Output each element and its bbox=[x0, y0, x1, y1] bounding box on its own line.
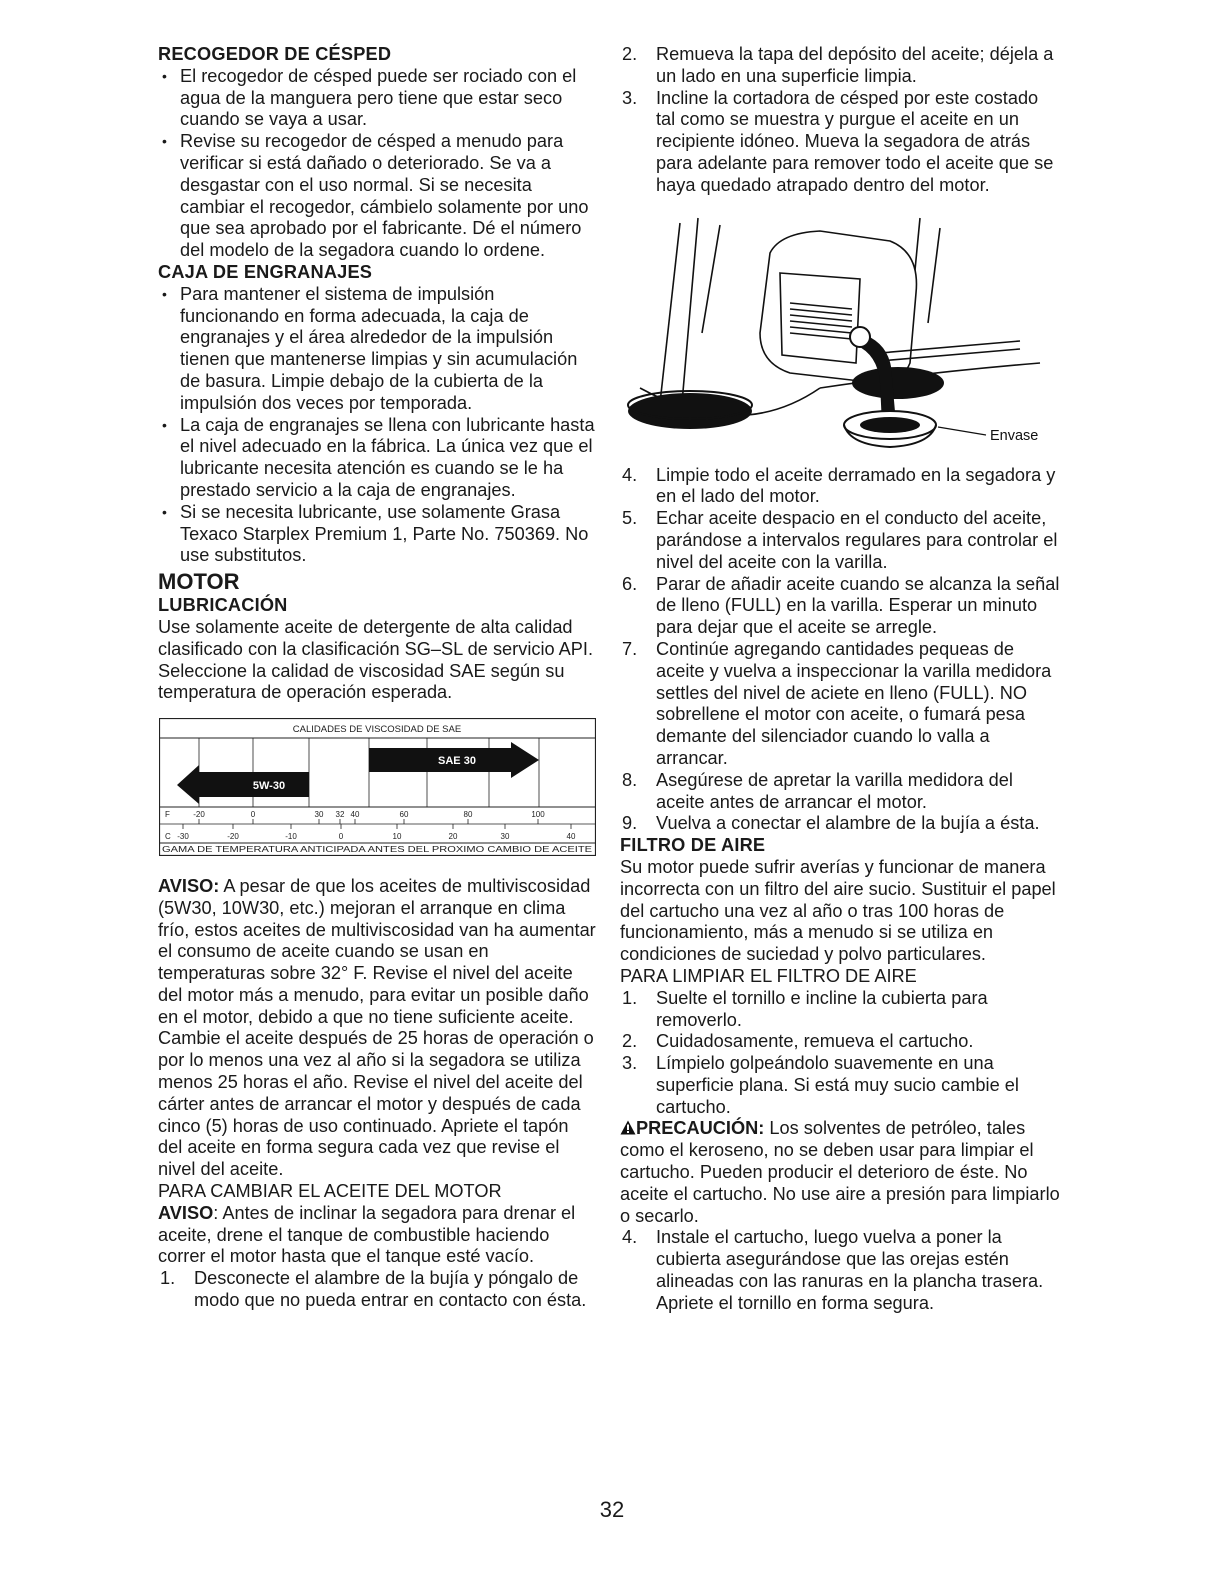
filtro-heading: FILTRO DE AIRE bbox=[620, 835, 766, 856]
right-column bbox=[620, 44, 1060, 1315]
warning-icon bbox=[620, 1120, 636, 1135]
step-text: Cuidadosamente, remueva el cartucho. bbox=[656, 1031, 974, 1052]
c-tick-label: -30 bbox=[177, 832, 189, 842]
envase-label: Envase bbox=[990, 427, 1039, 444]
f-tick-label: 100 bbox=[531, 810, 545, 820]
step-number: 3. bbox=[622, 87, 638, 108]
lubricacion-heading: LUBRICACIÓN bbox=[158, 595, 288, 616]
f-tick-label: 32 bbox=[335, 810, 345, 820]
f-tick-label: -20 bbox=[193, 810, 205, 820]
list-item: • Revise su recogedor de césped a menudo para verificar si está dañado o deteriorado. Se va a desgastar con el uso normal. Si se necesita cambiar el recogedor, cámbielo solamente por uno que sea aprobado por el fabricante. Dé el número del modelo de la segadora cuando lo ordene. bbox=[158, 131, 596, 262]
filtro-text: Su motor puede sufrir averías y funcionar de manera incorrecta con un filtro del aire sucio. Sustituir el papel del cartucho una vez al año o tras 100 horas de funcionamiento, más a menudo si se utiliza en condiciones de suciedad y polvo particulares. bbox=[620, 856, 1056, 965]
precaucion-paragraph bbox=[620, 1118, 1060, 1227]
step-number: 7. bbox=[622, 638, 638, 659]
mower-illustration bbox=[620, 213, 1060, 457]
list-item bbox=[620, 639, 1060, 770]
f-tick-label: 0 bbox=[250, 810, 256, 820]
cambiar-steps bbox=[158, 1268, 596, 1312]
step-number: 1. bbox=[622, 987, 638, 1008]
f-tick-label: 30 bbox=[314, 810, 324, 820]
c-tick-label: 40 bbox=[566, 832, 576, 842]
recogedor-heading: RECOGEDOR DE CÉSPED bbox=[158, 44, 392, 64]
list-item bbox=[620, 44, 1060, 88]
c-tick-label: -20 bbox=[227, 832, 239, 842]
c-tick-label: -10 bbox=[285, 832, 297, 842]
list-item bbox=[620, 465, 1060, 509]
c-tick-label: 0 bbox=[338, 832, 344, 842]
aviso2-paragraph bbox=[158, 1203, 596, 1268]
step-number: 3. bbox=[622, 1053, 638, 1074]
aviso-paragraph bbox=[158, 876, 596, 1181]
step-text: Limpie todo el aceite derramado en la segadora y en el lado del motor. bbox=[656, 464, 1056, 507]
list-item bbox=[620, 988, 1060, 1032]
caja-bullets bbox=[158, 284, 596, 567]
precaucion-text: Los solventes de petróleo, tales como el keroseno, no se deben usar para limpiar el cartucho. Pueden producir el deterioro de éste. No aceite el cartucho. No use aire a presión para limpiarlo o secarlo. bbox=[620, 1118, 1060, 1226]
list-item bbox=[620, 1053, 1060, 1118]
step-number: 5. bbox=[622, 508, 638, 529]
steps-d bbox=[620, 1227, 1060, 1314]
f-tick-label: 40 bbox=[350, 810, 360, 820]
step-number: 2. bbox=[622, 1031, 638, 1052]
recogedor-bullets bbox=[158, 66, 596, 262]
oil-drain-figure bbox=[620, 213, 1060, 457]
step-number: 4. bbox=[622, 464, 638, 485]
steps-c bbox=[620, 988, 1060, 1119]
list-item bbox=[620, 1031, 1060, 1053]
step-text: Asegúrese de apretar la varilla medidora del aceite antes de arrancar el motor. bbox=[656, 769, 1013, 812]
c-tick-label: 10 bbox=[392, 832, 402, 842]
c-label: C bbox=[165, 832, 171, 842]
step-text: Límpielo golpeándolo suavemente en una superficie plana. Si está muy sucio cambie el cartucho. bbox=[656, 1053, 1019, 1117]
step-number: 2. bbox=[622, 44, 638, 64]
aviso-label: AVISO: bbox=[158, 875, 220, 896]
c-tick-label: 30 bbox=[500, 832, 510, 842]
step-number: 6. bbox=[622, 573, 638, 594]
aviso-text: A pesar de que los aceites de multiviscosidad (5W30, 10W30, etc.) mejoran el arranque en clima frío, estos aceites de multiviscosidad van ha aumentar el consumo de aceite cuando se usan en temperaturas sobre 32° F. Revise el nivel del aceite del motor más a menudo, para evitar un posible daño en el motor, debido a que no tiene suficiente aceite. Cambie el aceite después de 25 horas de operación o por lo menos una vez al año si la segadora se utiliza menos 25 horas el año. Revise el nivel del aceite del cárter antes de arrancar el motor y después de cada cinco (5) horas de uso continuado. Apriete el tapón del aceite en forma segura cada vez que revise el nivel del aceite. bbox=[158, 875, 596, 1180]
step-text: Suelte el tornillo e incline la cubierta para removerlo. bbox=[656, 987, 988, 1030]
step-number: 1. bbox=[160, 1268, 176, 1289]
page-number: 32 bbox=[599, 1497, 625, 1522]
c-tick-label: 20 bbox=[448, 832, 458, 842]
list-item bbox=[620, 508, 1060, 573]
f-tick-label: 60 bbox=[399, 810, 409, 820]
step-number: 4. bbox=[622, 1227, 638, 1248]
list-item bbox=[620, 813, 1060, 835]
aviso2-label: AVISO bbox=[158, 1202, 214, 1223]
precaucion-label: PRECAUCIÓN: bbox=[636, 1118, 765, 1139]
limpiar-heading: PARA LIMPIAR EL FILTRO DE AIRE bbox=[620, 965, 917, 986]
step-text: Continúe agregando cantidades pequeas de aceite y vuelva a inspeccionar la varilla medidora settles del nivel de aciete en lleno (FULL). NO sobrellene el motor con aceite, o fumará pesa demante del silenciador cuando lo valla a arrancar. bbox=[656, 638, 1052, 768]
f-label: F bbox=[165, 810, 170, 820]
step-text: Echar aceite despacio en el conducto del aceite, parándose a intervalos regulares para controlar el nivel del aceite con la varilla. bbox=[656, 508, 1058, 572]
caja-heading: CAJA DE ENGRANAJES bbox=[158, 261, 373, 282]
aviso2-text: : Antes de inclinar la segadora para drenar el aceite, drene el tanque de combustible haciendo correr el motor hasta que el tanque esté vacío. bbox=[158, 1202, 576, 1267]
list-item: • El recogedor de césped puede ser rociado con el agua de la manguera pero tiene que estar seco cuando se vaya a usar. bbox=[158, 66, 596, 131]
list-item: • La caja de engranajes se llena con lubricante hasta el nivel adecuado en la fábrica. La única vez que el lubricante necesita atención es cuando se le ha prestado servicio a la caja de engranajes. bbox=[158, 415, 596, 502]
chart-title: CALIDADES DE VISCOSIDAD DE SAE bbox=[292, 724, 462, 736]
cambiar-heading: PARA CAMBIAR EL ACEITE DEL MOTOR bbox=[158, 1181, 502, 1202]
step-number: 8. bbox=[622, 769, 638, 790]
list-item bbox=[620, 574, 1060, 639]
list-item bbox=[620, 1227, 1060, 1314]
sae30-label: SAE 30 bbox=[438, 755, 476, 768]
list-item bbox=[620, 88, 1060, 197]
chart-footer: GAMA DE TEMPERATURA ANTICIPADA ANTES DEL PROXIMO CAMBIO DE ACEITE bbox=[162, 845, 592, 855]
5w30-label: 5W-30 bbox=[252, 780, 286, 793]
list-item: • Para mantener el sistema de impulsión funcionando en forma adecuada, la caja de engranajes y el área alrededor de la impulsión tienen que mantenerse limpias y sin acumulación de basura. Limpie debajo de la cubierta de la impulsión dos veces por temporada. bbox=[158, 284, 596, 415]
lubricacion-text: Use solamente aceite de detergente de alta calidad clasificado con la clasificación SG–SL de servicio API. Seleccione la calidad de viscosidad SAE según su temperatura de operación esperada. bbox=[158, 616, 594, 703]
list-item bbox=[158, 1268, 596, 1312]
step-text: Remueva la tapa del depósito del aceite; déjela a un lado en una superficie limpia. bbox=[656, 44, 1054, 86]
list-item: • Si se necesita lubricante, use solamente Grasa Texaco Starplex Premium 1, Parte No. 750369. No use substitutos. bbox=[158, 502, 596, 567]
list-item bbox=[620, 770, 1060, 814]
steps-a bbox=[620, 44, 1060, 197]
step-text: Incline la cortadora de césped por este costado tal como se muestra y purgue el aceite en un recipiente idóneo. Mueva la segadora de atrás para adelante para remover todo el aceite que se haya quedado atrapado dentro del motor. bbox=[656, 87, 1054, 195]
step-text: Vuelva a conectar el alambre de la bujía a ésta. bbox=[656, 813, 1040, 834]
step-text: Desconecte el alambre de la bujía y póngalo de modo que no pueda entrar en contacto con ésta. bbox=[194, 1268, 587, 1311]
left-column bbox=[158, 44, 596, 1312]
step-number: 9. bbox=[622, 813, 638, 834]
f-tick-label: 80 bbox=[463, 810, 473, 820]
steps-b bbox=[620, 465, 1060, 836]
viscosity-chart bbox=[159, 718, 596, 856]
step-text: Parar de añadir aceite cuando se alcanza la señal de lleno (FULL) en la varilla. Esperar un minuto para dejar que el aceite se arregle. bbox=[656, 573, 1060, 638]
motor-heading: MOTOR bbox=[158, 569, 240, 595]
step-text: Instale el cartucho, luego vuelva a poner la cubierta asegurándose que las orejas estén alineadas con las ranuras en la plancha trasera. Apriete el tornillo en forma segura. bbox=[656, 1227, 1044, 1313]
